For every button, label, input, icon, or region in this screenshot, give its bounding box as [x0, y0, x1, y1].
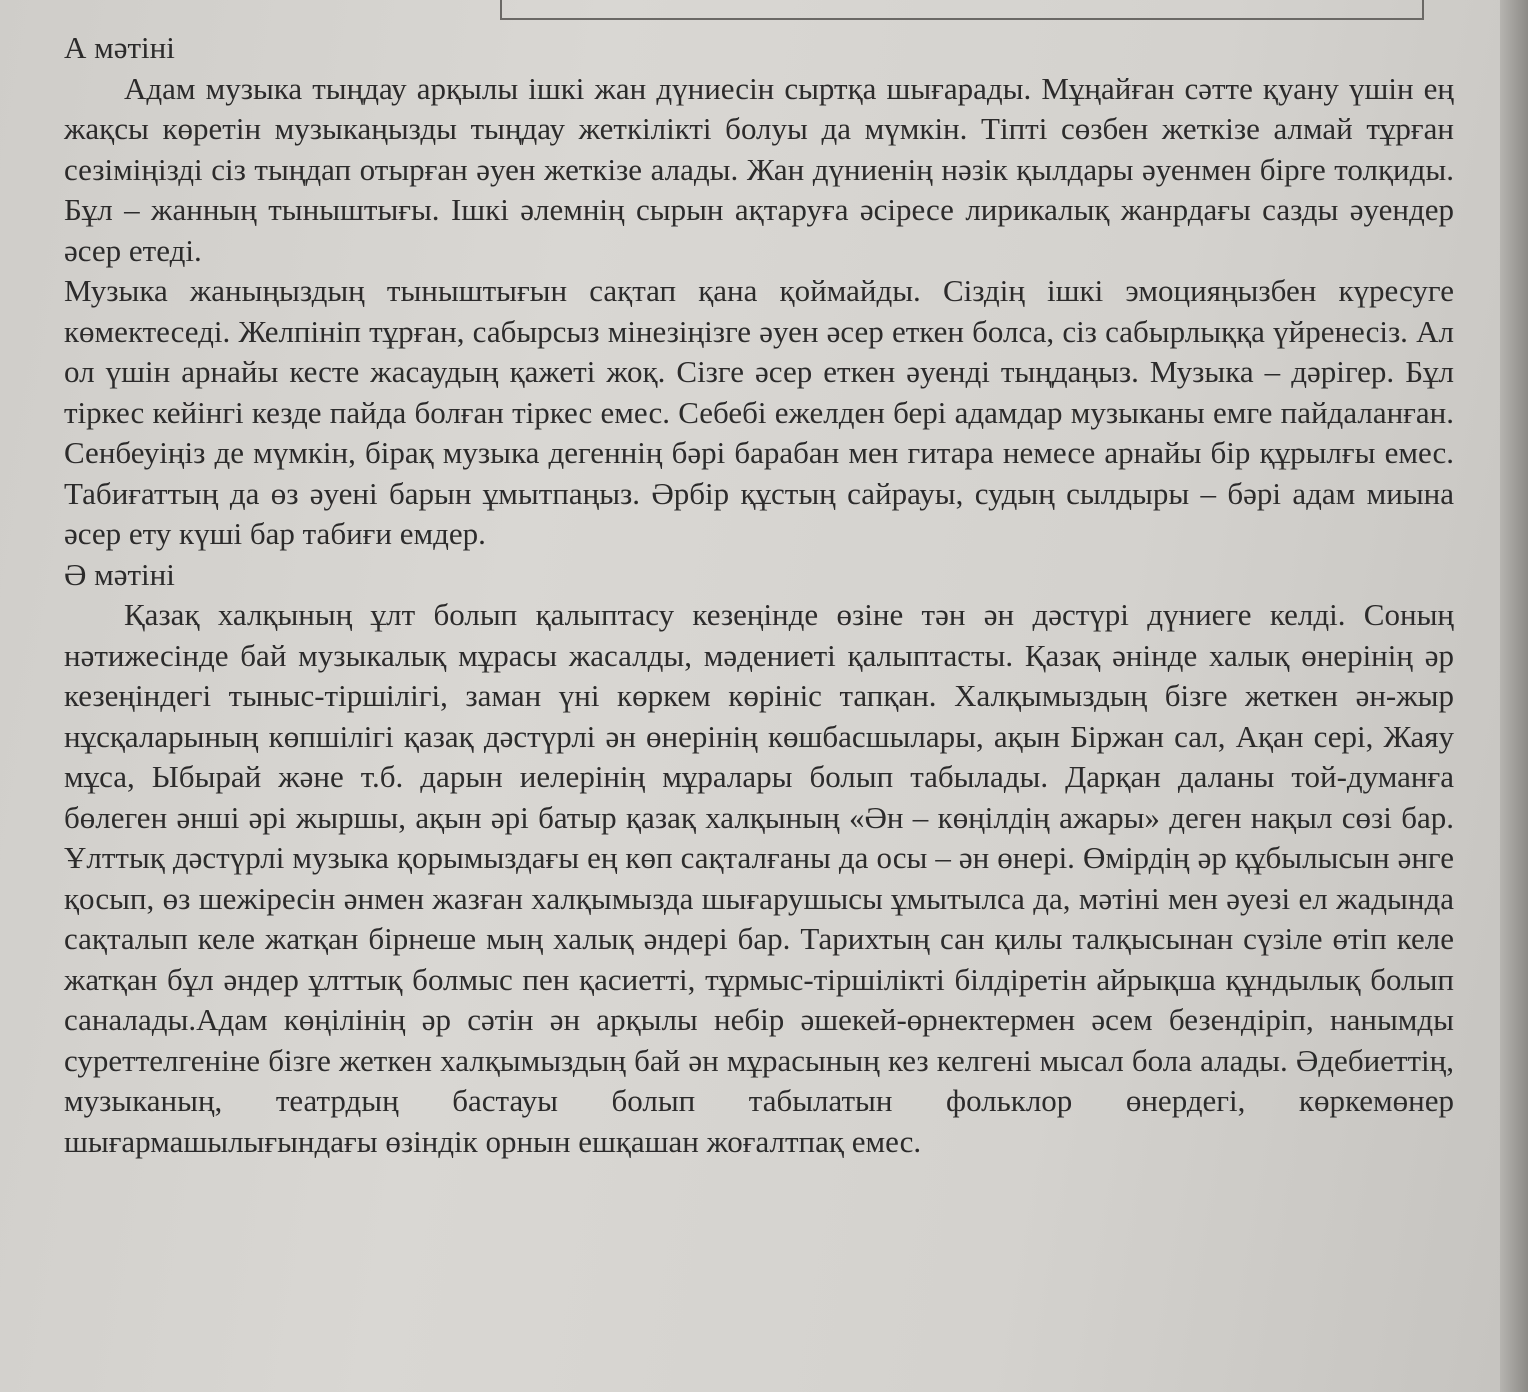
top-frame-border — [500, 0, 1424, 20]
section-a-paragraph-1: Адам музыка тыңдау арқылы ішкі жан дүниесін сыртқа шығарады. Мұңайған сәтте қуану үшін ең жақсы көретін музыкаңызды тыңдау жеткілікті болуы да мүмкін. Тіпті сөзбен жеткізе алмай тұрған сезіміңізді сіз тыңдап отырған әуен жеткізе алады. Жан дүниенің нәзік қылдары әуенмен бірге толқиды. Бұл – жанның тыныштығы. Ішкі әлемнің сырын ақтаруға әсіресе лирикалық жанрдағы сазды әуендер әсер етеді. — [64, 70, 1454, 268]
section-a-title: А мәтіні — [64, 30, 175, 65]
section-b-paragraph-1: Қазақ халқының ұлт болып қалыптасу кезеңінде өзіне тән ән дәстүрі дүниеге келді. Соның нәтижесінде бай музыкалық мұрасы жасалды, мәдениеті қалыптасты. Қазақ әнінде халық өнерінің әр кезеңіндегі тыныс-тіршілігі, заман үні көркем көрініс тапқан. Халқымыздың бізге жеткен ән-жыр нұсқаларының көпшілігі қазақ дәстүрлі ән өнерінің көшбасшылары, ақын Біржан сал, Ақан сері, Жаяу мұса, Ыбырай және т.б. дарын иелерінің мұралары болып табылады. Дарқан даланы той-думанға бөлеген әнші әрі жыршы, ақын әрі батыр қазақ халқының «Ән – көңілдің ажары» деген нақыл сөзі бар. Ұлттық дәстүрлі музыка қорымыздағы ең көп сақталғаны да осы – ән өнері. Өмірдің әр құбылысын әнге қосып, өз шежіресін әнмен жазған халқымызда шығарушысы ұмытылса да, мәтіні мен әуезі ел жадында сақталып келе жатқан бірнеше мың халық әндері бар. Тарихтың сан қилы талқысынан сүзіле өтіп келе жатқан бұл әндер ұлттық болмыс пен қасиетті, тұрмыс-тіршілікті білдіретін айрықша құндылық болып саналады.Адам көңілінің әр сәтін ән арқылы небір әшекей-өрнектермен әсем безендіріп, нанымды суреттелгеніне бізге жеткен халқымыздың бай ән мұрасының кез келгені мысал бола алады. Әдебиеттің, музыканың, театрдың бастауы болып табылатын фольклор өнердегі, көркемөнер шығармашылығындағы өзіндік орнын ешқашан жоғалтпақ емес. — [64, 597, 1454, 1159]
section-a-paragraph-2: Музыка жаныңыздың тыныштығын сақтап қана қоймайды. Сіздің ішкі эмоцияңызбен күресуге көмектеседі. Желпініп тұрған, сабырсыз мінезіңізге әуен әсер еткен болса, сіз сабырлыққа үйренесіз. Ал ол үшін арнайы кесте жасаудың қажеті жоқ. Сізге әсер еткен әуенді тыңдаңыз. Музыка – дәрігер. Бұл тіркес кейінгі кезде пайда болған тіркес емес. Себебі ежелден бері адамдар музыканы емге пайдаланған. Сенбеуіңіз де мүмкін, бірақ музыка дегеннің бәрі барабан мен гитара немесе арнайы бір құрылғы емес. Табиғаттың да өз әуені барын ұмытпаңыз. Әрбір құстың сайрауы, судың сылдыры – бәрі адам миына әсер ету күші бар табиғи емдер. — [64, 273, 1454, 551]
page-edge-shadow — [1500, 0, 1528, 1392]
document-content — [64, 28, 1454, 1162]
section-b-title: Ә мәтіні — [64, 556, 175, 592]
